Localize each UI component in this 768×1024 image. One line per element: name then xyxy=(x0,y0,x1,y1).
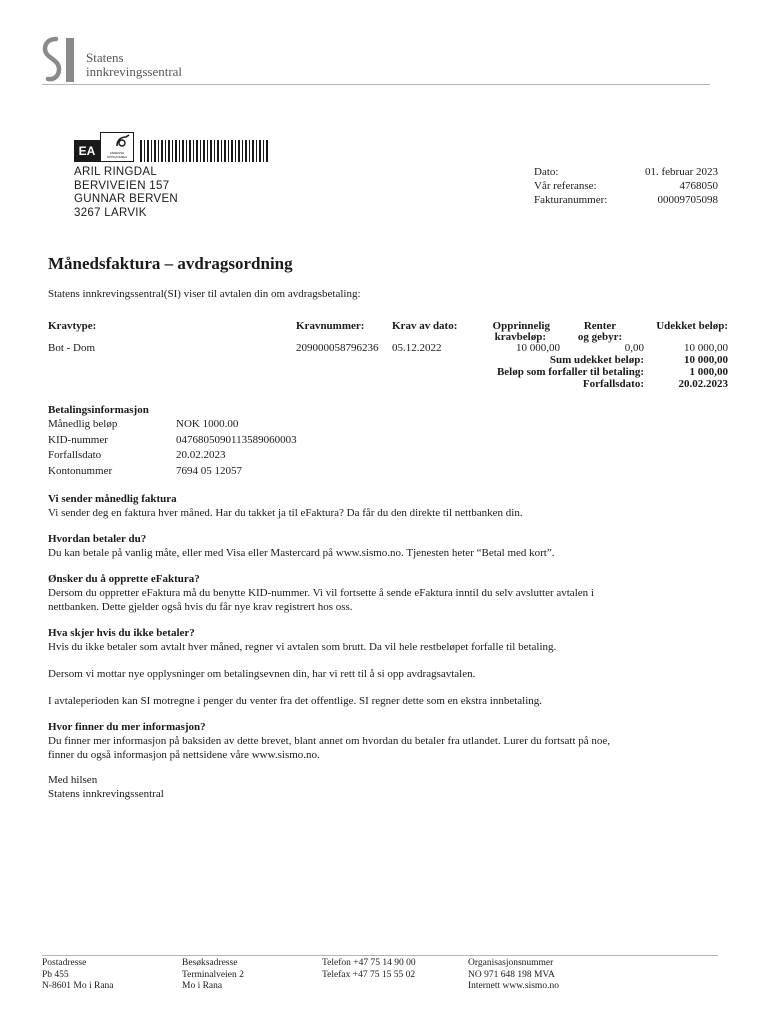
meta-value: 4768050 xyxy=(679,180,718,192)
payment-row xyxy=(48,417,297,433)
section-efaktura xyxy=(48,572,720,614)
closing-greeting: Med hilsen xyxy=(48,774,98,786)
col-header-gebyr: og gebyr: xyxy=(577,331,623,343)
section-heading: Hva skjer hvis du ikke betaler? xyxy=(48,627,195,639)
payment-row xyxy=(48,464,297,480)
col-header-renter: Renter xyxy=(583,320,617,332)
due-amount-label: Beløp som forfaller til betaling: xyxy=(496,366,644,378)
intro-text: Statens innkrevingssentral(SI) viser til avtalen din om avdragsbetaling: xyxy=(48,288,361,300)
cell-kravnummer: 209000058796236 xyxy=(296,342,379,354)
footer-divider xyxy=(42,955,718,956)
section-text: I avtaleperioden kan SI motregne i penger du venter fra det offentlige. SI regner dette som en ekstra innbetaling. xyxy=(48,695,543,707)
recipient-line: BERVIVEIEN 157 xyxy=(74,179,170,192)
section-monthly-invoice xyxy=(48,492,720,520)
closing xyxy=(48,773,720,801)
meta-date xyxy=(534,165,718,179)
cell-udekket: 10 000,00 xyxy=(684,342,728,354)
cell-renter: 0,00 xyxy=(624,342,644,354)
footer-line: Organisasjonsnummer xyxy=(468,958,554,968)
col-header-opprinnelig: Opprinnelig xyxy=(492,320,550,332)
due-amount-value: 1 000,00 xyxy=(689,366,728,378)
payment-value: 20.02.2023 xyxy=(176,449,226,461)
barcode-icon xyxy=(140,140,270,162)
section-heading: Hvor finner du mer informasjon? xyxy=(48,721,206,733)
postage-block xyxy=(74,130,274,164)
sum-udekket-value: 10 000,00 xyxy=(684,354,728,366)
payment-value: NOK 1000.00 xyxy=(176,418,239,430)
footer-line: N-8601 Mo i Rana xyxy=(42,981,114,991)
payment-info-title: Betalingsinformasjon xyxy=(48,404,149,416)
section-text: Dersom du oppretter eFaktura må du benytte KID-nummer. Vi vil fortsette å sende eFaktura inntil du selv avslutter avtalen i xyxy=(48,587,594,599)
footer-phone xyxy=(322,958,416,981)
section-text: Du kan betale på vanlig måte, eller med Visa eller Mastercard på www.sismo.no. Tjenesten heter “Betal med kort”. xyxy=(48,547,555,559)
org-name-line2: innkrevingssentral xyxy=(86,64,183,79)
recipient-line: 3267 LARVIK xyxy=(74,206,147,219)
section-heading: Hvordan betaler du? xyxy=(48,533,147,545)
section-more-info xyxy=(48,720,720,762)
payment-row xyxy=(48,448,297,464)
payment-label: Månedlig beløp xyxy=(48,418,118,430)
due-date-value: 20.02.2023 xyxy=(678,378,728,390)
footer-visit xyxy=(182,958,244,993)
meta-reference xyxy=(534,179,718,193)
footer-line: Telefax +47 75 15 55 02 xyxy=(322,969,416,980)
closing-sender: Statens innkrevingssentral xyxy=(48,788,164,800)
col-header-kravbelop: kravbeløp: xyxy=(494,331,546,343)
meta-label: Vår referanse: xyxy=(534,180,597,192)
col-header-udekket: Udekket beløp: xyxy=(656,320,728,332)
payment-value: 0476805090113589060003 xyxy=(176,433,297,446)
footer-line: Telefon +47 75 14 90 00 xyxy=(322,958,416,968)
address-update-badge xyxy=(100,132,134,162)
footer-line: Terminalveien 2 xyxy=(182,969,244,980)
footer-postal xyxy=(42,958,114,993)
footer-line: Postadresse xyxy=(42,958,87,968)
payment-value: 7694 05 12057 xyxy=(176,464,242,477)
cell-opprinnelig: 10 000,00 xyxy=(516,342,560,354)
footer-line: Internett www.sismo.no xyxy=(468,981,559,991)
org-name-line1: Statens xyxy=(86,50,124,65)
meta-value: 00009705098 xyxy=(657,194,718,206)
payment-label: Kontonummer xyxy=(48,464,113,477)
section-heading: Vi sender månedlig faktura xyxy=(48,493,177,505)
meta-label: Fakturanummer: xyxy=(534,194,608,206)
section-text: Dersom vi mottar nye opplysninger om betalingsevnen din, har vi rett til å si opp avdragsavtalen. xyxy=(48,668,476,680)
header-divider xyxy=(42,84,710,85)
section-text: nettbanken. Dette gjelder også hvis du får nye krav registrert hos oss. xyxy=(48,601,353,613)
si-logo-icon xyxy=(42,36,78,84)
org-name xyxy=(86,51,182,79)
cell-kravtype: Bot - Dom xyxy=(48,342,96,354)
address-update-text: ADRESSE OPPDATERES xyxy=(106,151,128,159)
section-text: finner du også informasjon på nettsidene våre www.sismo.no. xyxy=(48,749,320,761)
page-title: Månedsfaktura – avdragsordning xyxy=(48,254,293,273)
col-header-kravtype: Kravtype: xyxy=(48,320,97,332)
payment-label: KID-nummer xyxy=(48,433,108,446)
sum-udekket-label: Sum udekket beløp: xyxy=(549,354,644,366)
recipient-address xyxy=(74,166,178,220)
footer-line: Besøksadresse xyxy=(182,958,238,968)
org-logo xyxy=(42,36,242,84)
section-text: Du finner mer informasjon på baksiden av dette brevet, blant annet om hvordan du betaler fra utlandet. Lurer du fortsatt på noe, xyxy=(48,735,611,747)
footer-line: Pb 455 xyxy=(42,969,69,980)
cell-dato: 05.12.2022 xyxy=(392,342,442,354)
section-text: Vi sender deg en faktura hver måned. Har du takket ja til eFaktura? Da får du den direkte til nettbanken din. xyxy=(48,507,523,519)
postal-horn-icon xyxy=(115,134,131,148)
footer-line: Mo i Rana xyxy=(182,981,223,991)
section-nonpayment xyxy=(48,626,720,708)
recipient-line: GUNNAR BERVEN xyxy=(74,193,179,205)
recipient-line: ARIL RINGDAL xyxy=(74,166,158,178)
col-header-krav-av-dato: Krav av dato: xyxy=(392,320,458,332)
footer-org xyxy=(468,958,559,993)
section-text: Hvis du ikke betaler som avtalt hver måned, regner vi avtalen som brutt. Da vil hele restbeløpet forfalle til betaling. xyxy=(48,641,557,653)
col-header-kravnummer: Kravnummer: xyxy=(296,320,365,332)
section-heading: Ønsker du å opprette eFaktura? xyxy=(48,573,200,585)
letter-meta xyxy=(534,165,718,207)
section-how-to-pay xyxy=(48,532,720,560)
meta-label: Dato: xyxy=(534,166,559,178)
footer-line: NO 971 648 198 MVA xyxy=(468,969,555,980)
ea-badge: EA xyxy=(74,140,100,162)
payment-info xyxy=(48,404,297,479)
meta-value: 01. februar 2023 xyxy=(644,166,718,178)
payment-label: Forfallsdato xyxy=(48,449,102,461)
payment-row xyxy=(48,433,297,449)
meta-invoice-number xyxy=(534,193,718,207)
due-date-label: Forfallsdato: xyxy=(582,378,644,390)
